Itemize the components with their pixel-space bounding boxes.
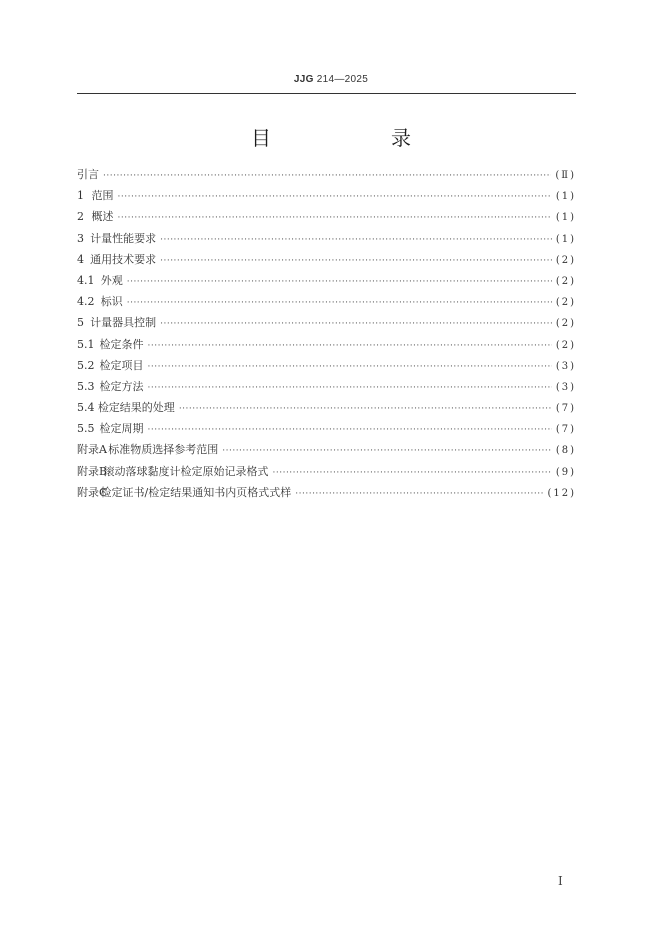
toc-entry-label: 计量性能要求 — [90, 231, 157, 245]
toc-entry-number: 4 — [77, 252, 84, 266]
toc-entry-label: 滚动落球黏度计检定原始记录格式 — [103, 464, 269, 478]
toc-entry-label: 标准物质选择参考范围 — [108, 443, 219, 457]
toc-entry-page: (12) — [547, 487, 576, 499]
toc-entry-2[interactable] — [77, 208, 576, 229]
toc-entry-number: 5 — [77, 316, 84, 330]
toc-entry-label: 检定方法 — [99, 379, 144, 393]
toc-leader-dots — [103, 171, 551, 181]
toc-entry-appendix-c[interactable] — [77, 484, 576, 505]
toc-leader-dots — [295, 489, 543, 499]
toc-leader-dots — [160, 235, 552, 245]
toc-entry-page: (1) — [555, 191, 576, 203]
toc-leader-dots — [127, 277, 552, 287]
toc-entry-4-1[interactable] — [77, 272, 576, 293]
toc-leader-dots — [222, 446, 552, 456]
toc-entry-page: (1) — [555, 233, 576, 245]
toc-entry-appendix-b[interactable] — [77, 463, 576, 484]
toc-entry-number: 5.1 — [77, 337, 95, 351]
toc-entry-3[interactable] — [77, 230, 576, 251]
toc-entry-4-2[interactable] — [77, 293, 576, 314]
toc-leader-dots — [273, 468, 552, 478]
toc-entry-label: 计量器具控制 — [90, 316, 157, 330]
table-of-contents — [77, 166, 576, 505]
toc-entry-5-4[interactable] — [77, 399, 576, 420]
toc-entry-label: 检定项目 — [99, 358, 144, 372]
toc-leader-dots — [127, 298, 552, 308]
toc-entry-number: 5.2 — [77, 358, 95, 372]
toc-entry-page: (9) — [555, 466, 576, 478]
toc-entry-number: 5.4 — [77, 401, 95, 415]
toc-entry-label: 检定条件 — [99, 337, 144, 351]
page-number: I — [558, 874, 563, 888]
document-code-prefix: JJG — [293, 74, 314, 85]
toc-entry-page: (2) — [555, 275, 576, 287]
toc-leader-dots — [160, 319, 552, 329]
toc-entry-label: 范围 — [91, 189, 114, 203]
toc-leader-dots — [179, 404, 552, 414]
toc-entry-page: (3) — [555, 381, 576, 393]
header-rule — [77, 93, 576, 94]
toc-entry-label: 概述 — [91, 210, 114, 224]
toc-entry-label: 通用技术要求 — [90, 252, 157, 266]
toc-leader-dots — [118, 192, 552, 202]
toc-entry-page: (7) — [555, 403, 576, 415]
toc-entry-page: (2) — [555, 318, 576, 330]
toc-entry-page: (2) — [555, 339, 576, 351]
toc-entry-label: 引言 — [77, 168, 99, 181]
toc-entry-number: 4.2 — [77, 295, 95, 309]
toc-entry-page: (Ⅱ) — [555, 170, 576, 181]
toc-entry-page: (1) — [555, 212, 576, 224]
document-code — [0, 74, 662, 85]
toc-entry-number: 附录C — [77, 485, 108, 499]
toc-leader-dots — [148, 383, 552, 393]
toc-entry-5-1[interactable] — [77, 336, 576, 357]
toc-leader-dots — [148, 341, 552, 351]
toc-entry-label: 标识 — [100, 295, 123, 309]
toc-entry-page: (2) — [555, 297, 576, 309]
toc-entry-label: 外观 — [100, 273, 123, 287]
toc-entry-appendix-a[interactable] — [77, 441, 576, 462]
toc-entry-5-5[interactable] — [77, 420, 576, 441]
toc-entry-number: 3 — [77, 231, 84, 245]
toc-entry-page: (3) — [555, 360, 576, 372]
toc-entry-label: 检定周期 — [99, 422, 144, 436]
toc-entry-number: 1 — [77, 189, 84, 203]
toc-entry-label: 检定结果的处理 — [97, 401, 175, 415]
toc-entry-page: (7) — [555, 424, 576, 436]
document-code-number: 214—2025 — [316, 74, 369, 85]
toc-entry-page: (2) — [555, 254, 576, 266]
toc-entry-5-2[interactable] — [77, 357, 576, 378]
page-title: 目 录 — [251, 126, 461, 150]
toc-entry-4[interactable] — [77, 251, 576, 272]
toc-entry-page: (8) — [555, 445, 576, 457]
toc-entry-number: 2 — [77, 210, 84, 224]
toc-leader-dots — [148, 362, 552, 372]
toc-leader-dots — [160, 256, 552, 266]
toc-entry-intro[interactable] — [77, 166, 576, 187]
toc-entry-number: 附录A — [77, 443, 107, 457]
toc-entry-5-3[interactable] — [77, 378, 576, 399]
toc-entry-1[interactable] — [77, 187, 576, 208]
toc-entry-number: 4.1 — [77, 273, 95, 287]
toc-leader-dots — [118, 213, 552, 223]
toc-entry-number: 附录B — [77, 464, 108, 478]
toc-entry-5[interactable] — [77, 314, 576, 335]
toc-entry-number: 5.3 — [77, 379, 95, 393]
toc-entry-number: 5.5 — [77, 422, 95, 436]
toc-leader-dots — [148, 425, 552, 435]
toc-entry-label: 检定证书/检定结果通知书内页格式式样 — [100, 485, 292, 499]
